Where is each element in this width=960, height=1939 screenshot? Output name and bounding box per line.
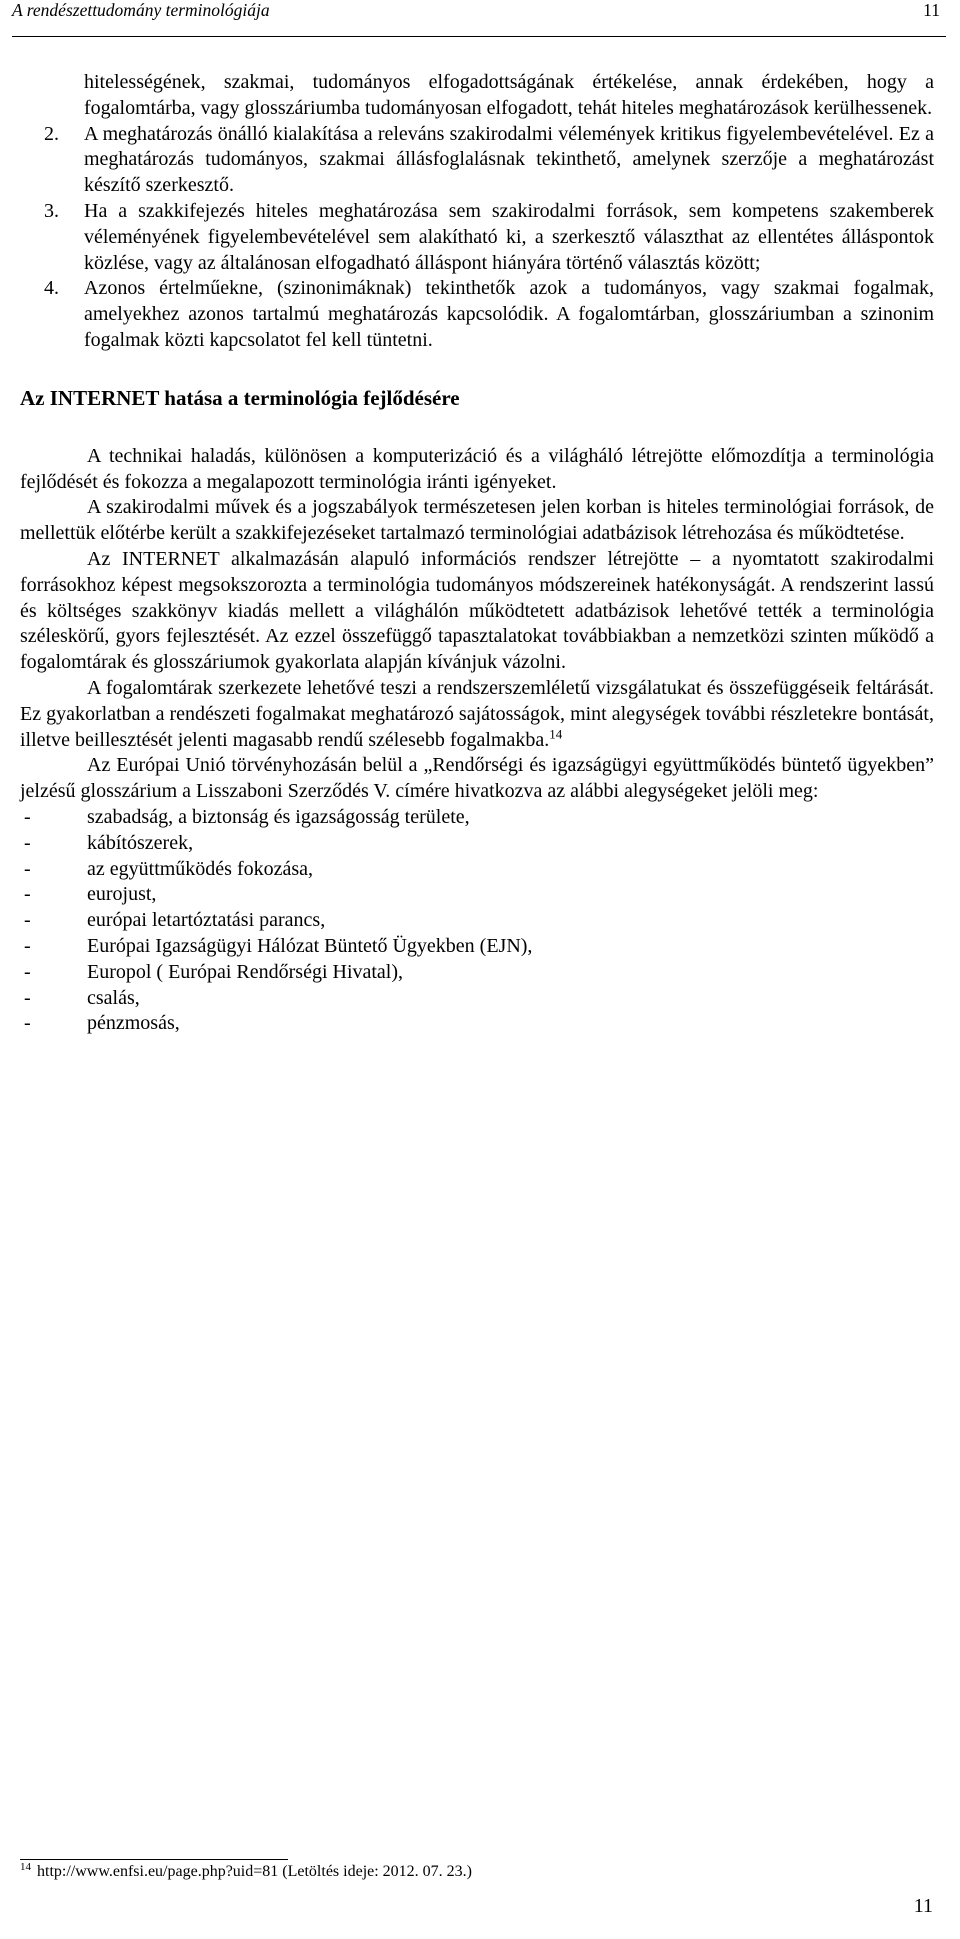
list-item-text: Európai Igazságügyi Hálózat Büntető Ügyekben (EJN), [87,934,533,957]
list-item [20,831,934,857]
dash-bullet: - [24,1012,31,1035]
running-title: A rendészettudomány terminológiája [12,0,270,20]
list-item [20,882,934,908]
page-body [20,70,934,1037]
list-item-text: az együttműködés fokozása, [87,857,314,880]
footnote [20,1862,472,1882]
header-page-number: 11 [923,0,940,20]
list-item-text: pénzmosás, [87,1012,180,1035]
dash-bullet: - [24,960,31,983]
footnote-text[interactable]: http://www.enfsi.eu/page.php?uid=81 (Letöltés ideje: 2012. 07. 23.) [37,1863,473,1880]
numbered-list [20,70,934,354]
page-number: 11 [913,1895,933,1917]
page-header [12,0,946,37]
list-item [44,199,934,276]
dash-bullet: - [24,934,31,957]
paragraph: Az Európai Unió törvényhozásán belül a „Rendőrségi és igazságügyi együttműködés büntető ügyekben” jelzésű glosszárium a Lisszaboni Szerződés V. címére hivatkozva az alábbi alegységeket jelöli meg: [20,754,934,803]
list-item-text: hitelességének, szakmai, tudományos elfogadottságának értékelése, annak érdekében, hogy a fogalomtárba, vagy glosszáriumba tudományosan elfogadott, tehát hiteles meghatározások kerülhessenek. [84,71,934,119]
list-item [20,805,934,831]
list-item [20,934,934,960]
dash-bullet: - [24,883,31,906]
list-item-number: 4. [44,277,59,300]
footnote-mark: 14 [20,1860,31,1873]
list-item-text: eurojust, [87,883,157,906]
list-item-text: európai letartóztatási parancs, [87,909,326,932]
list-item [84,70,934,122]
paragraph: A technikai haladás, különösen a komputerizáció és a világháló létrejötte előmozdítja a terminológia fejlődését és fokozza a megalapozott terminológia iránti igényeket. [20,444,934,493]
list-item [44,122,934,199]
list-item-text: csalás, [87,986,140,1009]
paragraph-text: A fogalomtárak szerkezete lehetővé teszi a rendszerszemléletű vizsgálatukat és összefüggéseik feltárását. Ez gyakorlatban a rendészeti fogalmakat meghatározó sajátosságok, mint alegységek további részletekre bontását, illetve beillesztését jelenti magasabb rendű szélesebb fogalmakba. [20,676,934,751]
dash-bullet: - [24,986,31,1009]
list-item-text: Europol ( Európai Rendőrségi Hivatal), [87,960,404,983]
footnote-divider [20,1859,288,1860]
list-item [20,986,934,1012]
paragraph [20,676,934,753]
list-item-text: kábítószerek, [87,831,194,854]
list-item [20,1011,934,1037]
list-item [20,908,934,934]
list-item-text: Azonos értelműekne, (szinonimáknak) tekinthetők azok a tudományos, vagy szakmai fogalmak, amelyekhez azonos tartalmú meghatározás kapcsolódik. A fogalomtárban, glosszáriumban a szinonim fogalmak közti kapcsolatot fel kell tüntetni. [84,277,934,351]
list-item-text: Ha a szakkifejezés hiteles meghatározása sem szakirodalmi források, sem kompetens szakemberek véleményének figyelembevételével sem alakítható ki, a szerkesztő választhat az ellentétes álláspontok közlése, vagy az általánosan elfogadható álláspont hiányára történő választás között; [84,199,934,274]
list-item [20,857,934,883]
paragraph: Az INTERNET alkalmazásán alapuló információs rendszer létrejötte – a nyomtatott szakirodalmi forrásokhoz képest megsokszorozta a terminológia tudományos módszereinek hatékonyságát. A rendszerint lassú és költséges szakkönyv kiadás mellett a világhálón működtetett adatbázisok lehetővé tették a terminológia széleskörű, gyors fejlesztését. Az ezzel összefüggő tapasztalatokat továbbiakban a nemzetközi szinten működő a fogalomtárak és glosszáriumok gyakorlata alapján kívánjuk vázolni. [20,547,934,674]
dash-bullet: - [24,805,31,828]
dash-bullet: - [24,831,31,854]
list-item-number: 2. [44,122,59,145]
list-item [20,960,934,986]
list-item [44,276,934,353]
dash-bullet: - [24,909,31,932]
footnote-reference[interactable]: 14 [549,725,563,741]
section-heading: Az INTERNET hatása a terminológia fejlődésére [20,385,460,410]
list-item-text: A meghatározás önálló kialakítása a releváns szakirodalmi vélemények kritikus figyelembevételével. Ez a meghatározás tudományos, szakmai állásfoglalásnak tekinthető, amelynek szerzője a meghatározást készítő szerkesztő. [84,122,934,197]
dash-list [20,805,934,1037]
dash-bullet: - [24,857,31,880]
list-item-number: 3. [44,199,59,222]
list-item-text: szabadság, a biztonság és igazságosság területe, [87,805,470,828]
paragraph: A szakirodalmi művek és a jogszabályok természetesen jelen korban is hiteles terminológiai források, de mellettük előtérbe került a szakkifejezéseket tartalmazó terminológiai adatbázisok létrehozása és működtetése. [20,496,934,545]
